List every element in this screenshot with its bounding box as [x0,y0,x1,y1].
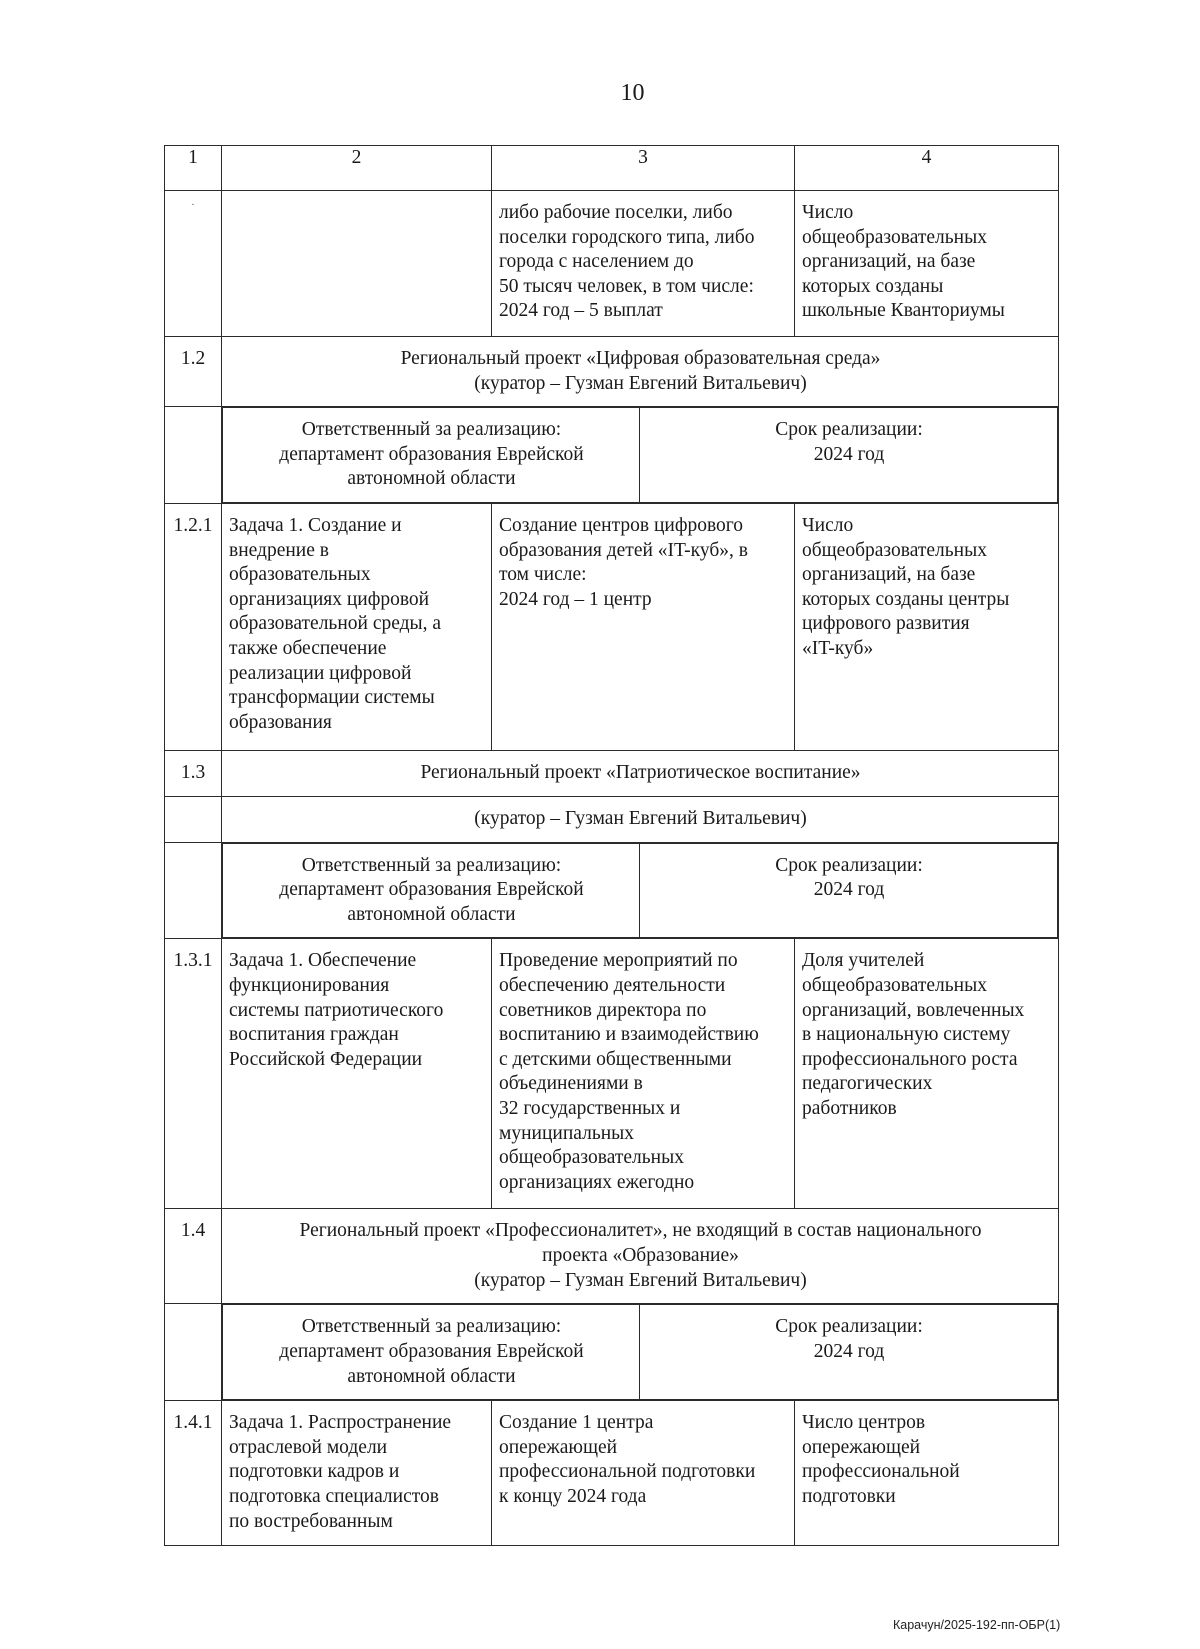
row-number-1-3-1: 1.3.1 [165,939,222,1209]
project-resp-row-1-4 [165,1304,1059,1401]
header-col-2: 2 [222,146,492,191]
term-1-3: Срок реализации: 2024 год [775,854,923,901]
header-col-1: 1 [165,146,222,191]
indicator-1-2-1: Число общеобразовательных организаций, на базе которых созданы центры цифрового развития «IT-куб» [802,514,1010,659]
project-curator-1-3: (куратор – Гузман Евгений Витальевич) [474,807,807,829]
header-col-3: 3 [492,146,795,191]
responsible-1-4: Ответственный за реализацию: департамент образования Еврейской автономной области [279,1316,584,1387]
page-number: 10 [620,80,645,106]
project-curator-row-1-3 [165,796,1059,842]
task-1-4-1: Задача 1. Распространение отраслевой модели подготовки кадров и подготовка специалистов по востребованным [229,1412,452,1532]
row-cont-event: либо рабочие поселки, либо поселки городского типа, либо города с населением до 50 тысяч человек, в том числе: 2024 год – 5 выплат [499,202,755,322]
event-1-4-1: Создание 1 центра опережающей профессиональной подготовки к концу 2024 года [499,1412,756,1507]
table-header-row [165,146,1059,191]
project-number-1-2: 1.2 [165,337,222,407]
document-footer-code: Карачун/2025-192-пп-ОБР(1) [893,1618,1061,1632]
project-title-1-3: Региональный проект «Патриотическое воспитание» [420,761,861,783]
task-1-2-1: Задача 1. Создание и внедрение в образовательных организациях цифровой образовательной среды, а также обеспечение реализации цифровой трансформации системы образования [229,514,442,733]
project-resp-row-1-3 [165,842,1059,939]
project-number-1-3: 1.3 [165,750,222,796]
header-col-4: 4 [795,146,1059,191]
event-1-3-1: Проведение мероприятий по обеспечению деятельности советников директора по воспитанию и взаимодействию с детскими общественными объединениями в 32 государственных и муниципальных общеобразовательных организациях ежегодно [499,950,759,1193]
responsible-1-3: Ответственный за реализацию: департамент образования Еврейской автономной области [279,854,584,925]
project-number-1-4: 1.4 [165,1209,222,1304]
indicator-1-3-1: Доля учителей общеобразовательных организаций, вовлеченных в национальную систему профессионального роста педагогических работников [802,950,1025,1119]
project-row-1-4 [165,1209,1059,1304]
table-row-1-3-1 [165,939,1059,1209]
row-number-1-4-1: 1.4.1 [165,1401,222,1546]
project-row-1-3 [165,750,1059,796]
row-cont-col2 [222,191,492,337]
table-row-continuation [165,191,1059,337]
term-1-4: Срок реализации: 2024 год [775,1316,923,1362]
event-1-2-1: Создание центров цифрового образования детей «IT-куб», в том числе: 2024 год – 1 центр [499,514,748,610]
row-number-1-2-1: 1.2.1 [165,503,222,750]
project-title-1-2: Региональный проект «Цифровая образовательная среда» (куратор – Гузман Евгений Витальевич) [400,348,881,394]
indicator-1-4-1: Число центров опережающей профессиональной подготовки [802,1412,960,1507]
table-row-1-2-1 [165,503,1059,750]
term-1-2: Срок реализации: 2024 год [775,419,923,465]
project-title-1-4: Региональный проект «Профессионалитет», не входящий в состав национального проекта «Образование» (куратор – Гузман Евгений Витальевич) [299,1220,982,1291]
responsible-1-2: Ответственный за реализацию: департамент образования Еврейской автономной области [279,419,584,490]
task-1-3-1: Задача 1. Обеспечение функционирования системы патриотического воспитания граждан Российской Федерации [229,950,444,1070]
program-table [164,145,1059,1546]
project-row-1-2 [165,337,1059,407]
row-marker: · [191,199,195,211]
table-row-1-4-1 [165,1401,1059,1546]
project-resp-row-1-2 [165,407,1059,504]
row-cont-indicator: Число общеобразовательных организаций, на базе которых созданы школьные Кванториумы [802,202,1005,322]
